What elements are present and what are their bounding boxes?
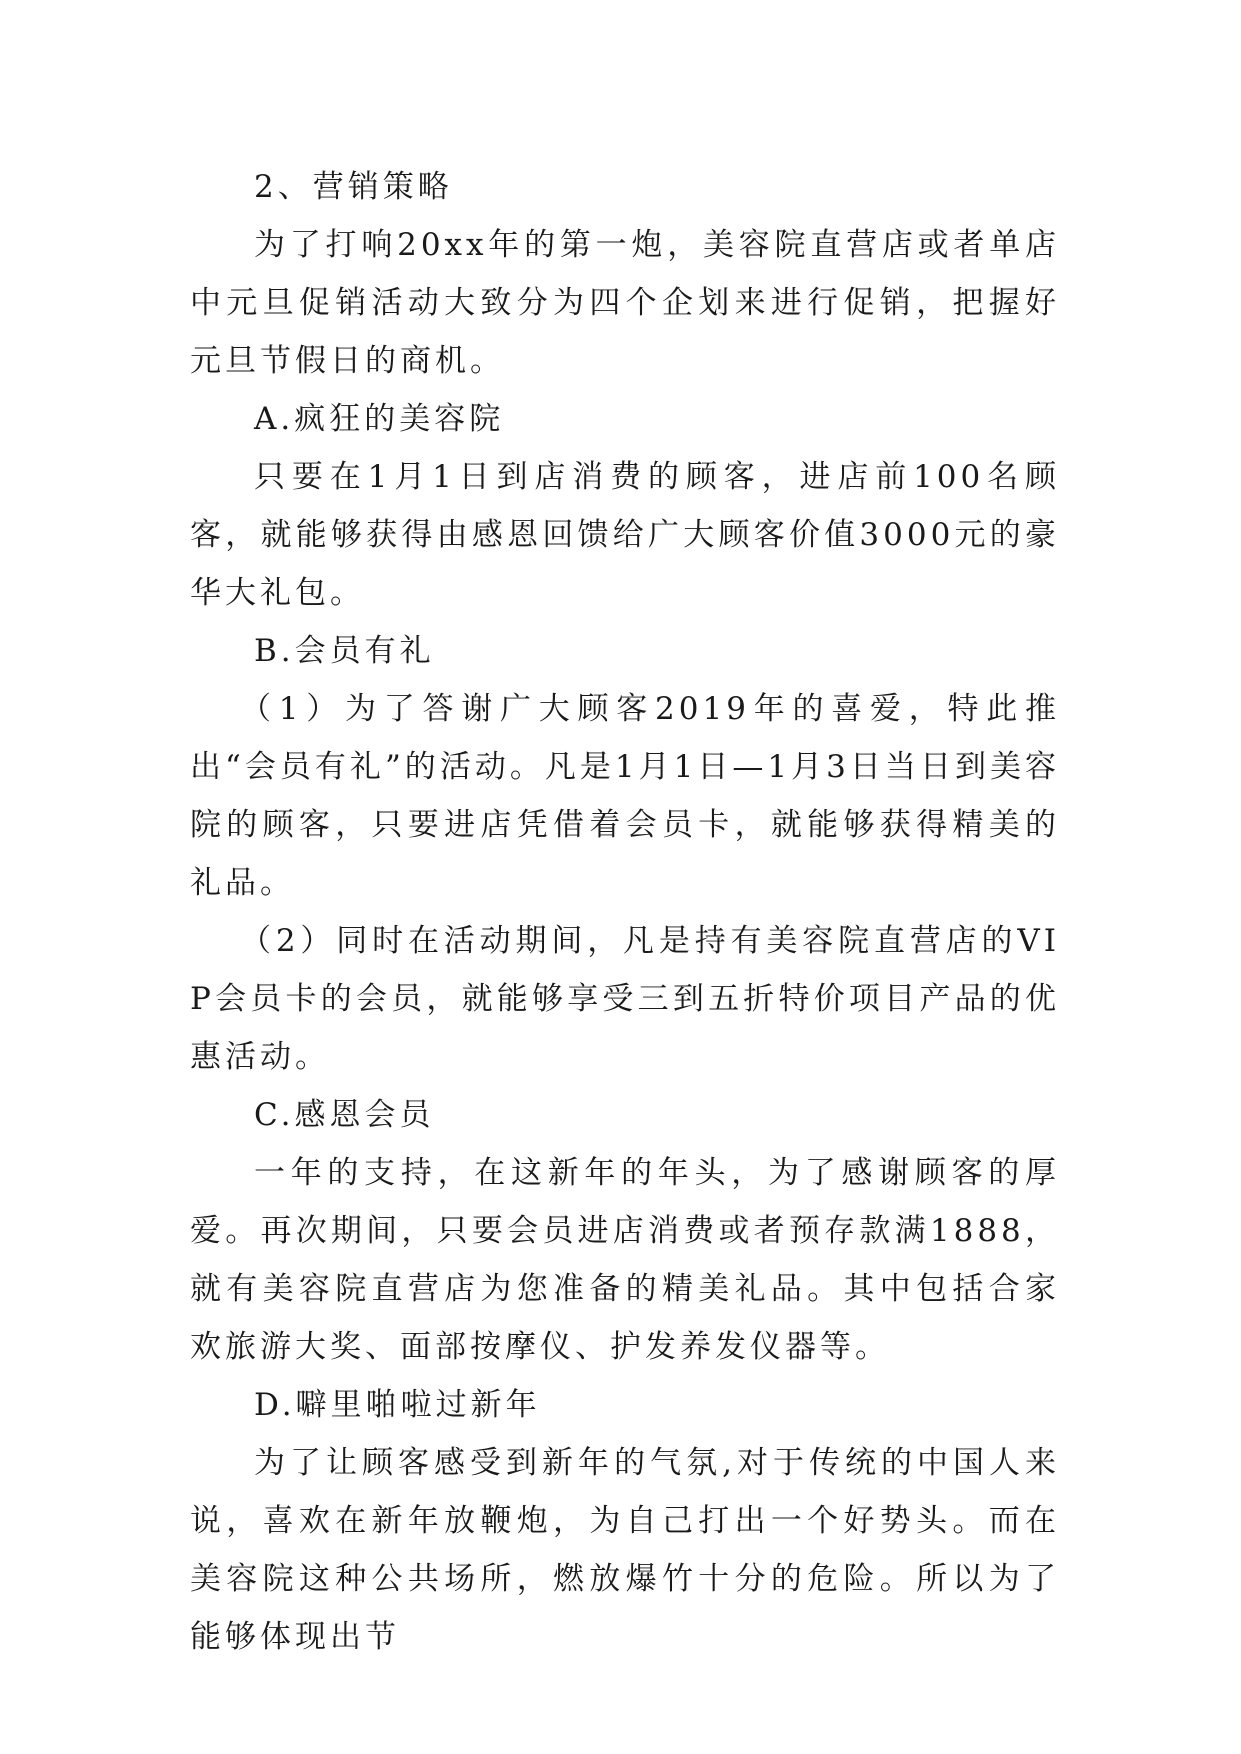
paragraph-c: 一年的支持，在这新年的年头，为了感谢顾客的厚爱。再次期间，只要会员进店消费或者预存款满1888，就有美容院直营店为您准备的精美礼品。其中包括合家欢旅游大奖、面部按摩仪、护发养发仪器等。 <box>190 1155 1060 1365</box>
paragraph-b-1: （1）为了答谢广大顾客2019年的喜爱，特此推出“会员有礼”的活动。凡是1月1日—1月3日当日到美容院的顾客，只要进店凭借着会员卡，就能够获得精美的礼品。 <box>190 691 1060 901</box>
paragraph-a: 只要在1月1日到店消费的顾客，进店前100名顾客，就能够获得由感恩回馈给广大顾客价值3000元的豪华大礼包。 <box>190 459 1060 611</box>
subheading-c: C.感恩会员 <box>254 1097 435 1133</box>
section-heading-marketing-strategy: 2、营销策略 <box>254 169 453 205</box>
document-body <box>190 158 1060 1666</box>
intro-paragraph: 为了打响20xx年的第一炮，美容院直营店或者单店中元旦促销活动大致分为四个企划来进行促销，把握好元旦节假日的商机。 <box>190 227 1060 379</box>
subheading-a: A.疯狂的美容院 <box>254 401 505 437</box>
paragraph-b-2: （2）同时在活动期间，凡是持有美容院直营店的VIP会员卡的会员，就能够享受三到五折特价项目产品的优惠活动。 <box>190 923 1060 1075</box>
subheading-b: B.会员有礼 <box>254 633 435 669</box>
subheading-d: D.噼里啪啦过新年 <box>254 1387 541 1423</box>
paragraph-d: 为了让顾客感受到新年的气氛,对于传统的中国人来说，喜欢在新年放鞭炮，为自己打出一个好势头。而在美容院这种公共场所，燃放爆竹十分的危险。所以为了能够体现出节 <box>190 1445 1060 1655</box>
